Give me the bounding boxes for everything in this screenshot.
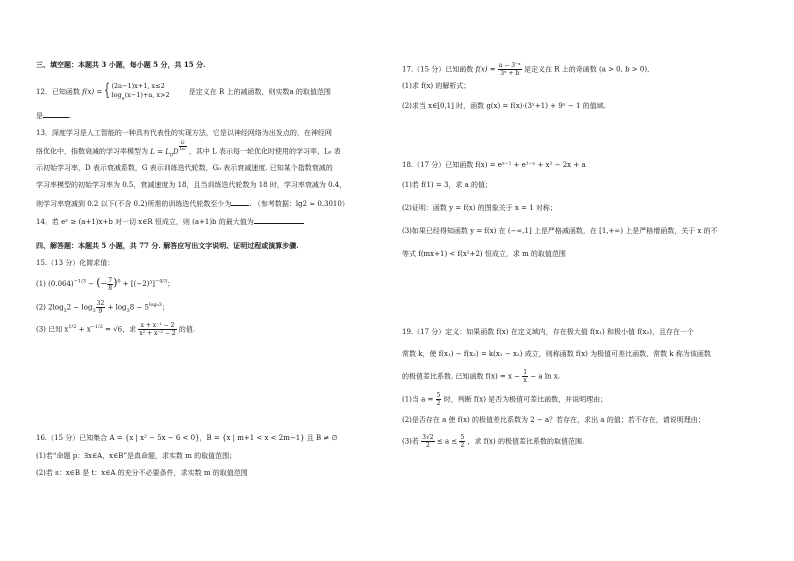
q16-title: 16.（15 分）已知集合 A = {x | x² − 5x − 6 < 0}，B = {x | m+1 < x < 2m−1} 且 B ≠ ∅ — [36, 434, 338, 442]
q12-answer-blank — [43, 110, 69, 118]
q12-suffix: 是定义在 R 上的减函数，则实数 — [188, 88, 290, 96]
q17-title: 17.（15 分）已知函数 f(x) = $\frac{\text{a − 3⁻ˣ}}{\text{3ˣ + b}}$ 是定义在 R 上的奇函数 (a > 0, b > 0)． — [402, 62, 655, 77]
q13-line5: 则学习率衰减到 0.2 以下(不含 0.2)所需的训练迭代轮数至少为 . （参考数据：lg2 ≈ 0.3010） — [36, 200, 349, 208]
q15-part3: (3) 已知 $x^{1/2} + x^{-1/2} = √6$，求 $\frac{\text{x + x⁻¹ − 2}}{\text{x² + x⁻² − 2}}$ 的值. — [36, 322, 196, 337]
q12-case2: $\log_a(x-1)+a$, x>2 — [111, 91, 170, 102]
q12-case1: (2a−1)x+1, x≤2 — [111, 82, 165, 90]
q18-part3b: 等式 f(mx+1) < f(x²+2) 恒成立，求 m 的取值范围 — [402, 250, 566, 258]
q16-part1: (1)若“命题 p：∃x∈A，x∈B”是真命题，求实数 m 的取值范围； — [36, 452, 237, 460]
q19-part1: (1)当 a = $\frac{5}{2}$ 时，判断 f(x) 是否为极值可差比函数，并说明理由； — [402, 392, 608, 407]
q16-part2: (2)若 s：x∈B 是 t：x∈A 的充分不必要条件，求实数 m 的取值范围 — [36, 469, 248, 477]
question-12 — [36, 80, 331, 102]
q15-title: 15.（13 分）化简求值： — [36, 259, 115, 267]
q12-line2: 是 . — [36, 112, 72, 120]
section4-header: 四、解答题：本题共 5 小题，共 77 分. 解答应写出文字说明、证明过程或演算步骤. — [36, 241, 299, 250]
q13-line1: 13．深度学习是人工智能的一种具有代表性的实现方法，它是以神经网络为出发点的，在神经网 — [36, 129, 332, 137]
q19-line3: 的极值差比系数. 已知函数 f(x) = x − $\frac{1}{x}$ − a ln x. — [402, 369, 560, 384]
q12-brace: { — [104, 80, 111, 100]
q18-part2: (2)证明：函数 y = f(x) 的图象关于 x = 1 对称； — [402, 204, 557, 212]
q14-answer-blank — [254, 216, 304, 224]
q13-formula: $L = L_0D$ $\frac{G}{\text{G₀}}$ — [150, 140, 186, 158]
q18-part1: (1)若 f(1) = 3，求 a 的值； — [402, 181, 493, 189]
q13-line2: 络优化中，指数衰减的学习率模型为 $L = L_0D$ $\frac{G}{\text{G₀}}$ ，其中 L 表示每一轮优化时使用的学习率，L₀ 表 — [36, 140, 341, 158]
q17-part1: (1)求 f(x) 的解析式； — [402, 82, 471, 90]
section3-header: 三、填空题：本题共 3 小题，每小题 5 分，共 15 分. — [36, 60, 206, 69]
q19-line1: 19.（17 分）定义：如果函数 f(x) 在定义域内，存在极大值 f(x₁) 和极小值 f(x₂)，且存在一个 — [402, 328, 695, 336]
q15-part1: (1) $(0.064)^{-1/3}$ − (− $\frac{7}{8}$ )$^0 + [(-2)^3]^{-4/3}$； — [36, 276, 175, 292]
q19-line2: 常数 k，使 f(x₁) − f(x₂) = k(x₁ − x₂) 成立，则称函数 f(x) 为极值可差比函数，常数 k 称为该函数 — [402, 350, 711, 358]
q18-title: 18.（17 分）已知函数 f(x) = eˣ⁻¹ + e¹⁻ˣ + x² − 2x + a — [402, 161, 586, 169]
q19-part3: (3)若 $\frac{3√2}{2}$ ≤ a ≤ $\frac{5}{2}$ ，求 f(x) 的极值差比系数的取值范围. — [402, 434, 585, 449]
q19-part2: (2)是否存在 a 使 f(x) 的极值差比系数为 2 − a？若存在，求出 a 的值；若不存在，请说明理由； — [402, 416, 705, 424]
q13-line4: 学习率模型的初始学习率为 0.5，衰减速度为 18，且当训练迭代轮数为 18 时，学习率衰减为 0.4， — [36, 181, 347, 189]
q15-part2: (2) $2\log_32 - \log_3$ $\frac{32}{9}$ + $\log_38 - 5^{log_53}$； — [36, 300, 169, 315]
question-14: 14．若 eˣ ≥ (a+1)x+b 对一切 x∈R 恒成立，则 (a+1)b 的最大值为 — [36, 216, 304, 227]
q12-prefix: 12．已知函数 — [36, 88, 80, 96]
q13-line3: 示初始学习率，D 表示衰减系数，G 表示训练迭代轮数，G₀ 表示衰减速度. 已知某个指数衰减的 — [36, 164, 333, 172]
q12-suffix2: a 的取值范围 — [289, 88, 331, 96]
q12-fx: f(x) = — [82, 88, 103, 96]
q13-answer-blank — [231, 198, 249, 206]
q12-piecewise — [104, 82, 186, 100]
q18-part3: (3)如果已经得知函数 y = f(x) 在 (−∞,1] 上是严格减函数，在 [1,+∞) 上是严格增函数，关于 x 的不 — [402, 227, 718, 235]
q17-part2: (2)求当 x∈[0,1] 时，函数 g(x) = f(x)·(3ˣ+1) + 9ˣ − 1 的值域. — [402, 102, 606, 110]
